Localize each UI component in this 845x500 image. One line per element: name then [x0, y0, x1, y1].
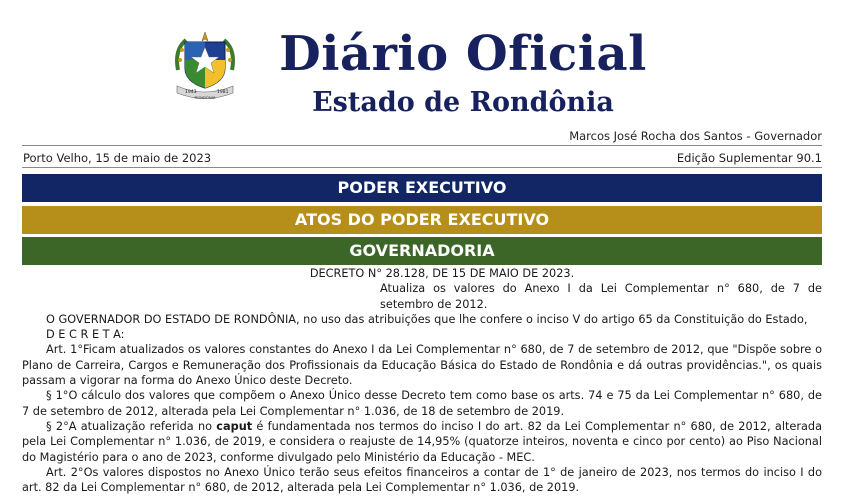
section-band-governadoria: GOVERNADORIA [22, 237, 822, 265]
divider [22, 167, 822, 168]
rondonia-coat-of-arms-icon [172, 30, 238, 102]
section-band-poder-executivo: PODER EXECUTIVO [22, 174, 822, 202]
par2-text-after: é fundamentada nos termos do inciso I do art. 82 da Lei Complementar n° 680, de 2012, alterada pela Lei Complementar n° 1.036, de 2019, e considera o reajuste de 14,95% (quatorze inteiros, noventa e cinco por cento) ao Piso Nacional do Magistério para o ano de 2023, conforme divulgado pelo Ministério da Educação - MEC. [22, 419, 822, 464]
decree-art-2: Art. 2°Os valores dispostos no Anexo Único terão seus efeitos financeiros a contar de 1° de janeiro de 2023, nos termos do inciso I do art. 82 da Lei Complementar n° 680, de 2012, alterada pela Lei Complementar n° 1.036, de 2019. [22, 465, 822, 495]
masthead-subtitle: Estado de Rondônia [312, 87, 614, 118]
decree-paragraph-2 [22, 419, 822, 465]
decree-ementa: Atualiza os valores do Anexo I da Lei Complementar n° 680, de 7 de setembro de 2012. [380, 282, 822, 311]
crest-year-right: 1981 [217, 90, 229, 95]
crest-banner: RONDÔNIA [194, 95, 216, 100]
divider [22, 145, 822, 146]
decree-art-1: Art. 1°Ficam atualizados os valores constantes do Anexo I da Lei Complementar n° 680, de 7 de setembro de 2012, que "Dispõe sobre o Plano de Carreira, Cargos e Remuneração dos Profissionais da Educação Básica do Estado de Rondônia e dá outras providências.", os quais passam a vigorar na forma do Anexo Único deste Decreto. [22, 343, 822, 388]
masthead-title: Diário Oficial [279, 26, 647, 82]
decree-decreta: D E C R E T A: [46, 328, 125, 342]
decree-body [22, 266, 822, 495]
section-band-atos: ATOS DO PODER EXECUTIVO [22, 206, 822, 234]
decree-preamble: O GOVERNADOR DO ESTADO DE RONDÔNIA, no uso das atribuições que lhe confere o inciso V do artigo 65 da Constituição do Estado, [46, 312, 808, 326]
par2-text-before: § 2°A atualização referida no [46, 419, 217, 433]
par2-caput-term: caput [216, 419, 253, 433]
crest-year-left: 1943 [185, 90, 197, 95]
edition-label: Edição Suplementar 90.1 [676, 151, 822, 165]
place-date: Porto Velho, 15 de maio de 2023 [23, 151, 212, 165]
governor-line: Marcos José Rocha dos Santos - Governador [569, 129, 822, 143]
decree-title: DECRETO N° 28.128, DE 15 DE MAIO DE 2023. [309, 267, 575, 280]
decree-paragraph-1: § 1°O cálculo dos valores que compõem o Anexo Único desse Decreto tem como base os arts. 74 e 75 da Lei Complementar n° 680, de 7 de setembro de 2012, alterada pela Lei Complementar n° 1.036, de 18 de setembro de 2019. [22, 389, 822, 418]
